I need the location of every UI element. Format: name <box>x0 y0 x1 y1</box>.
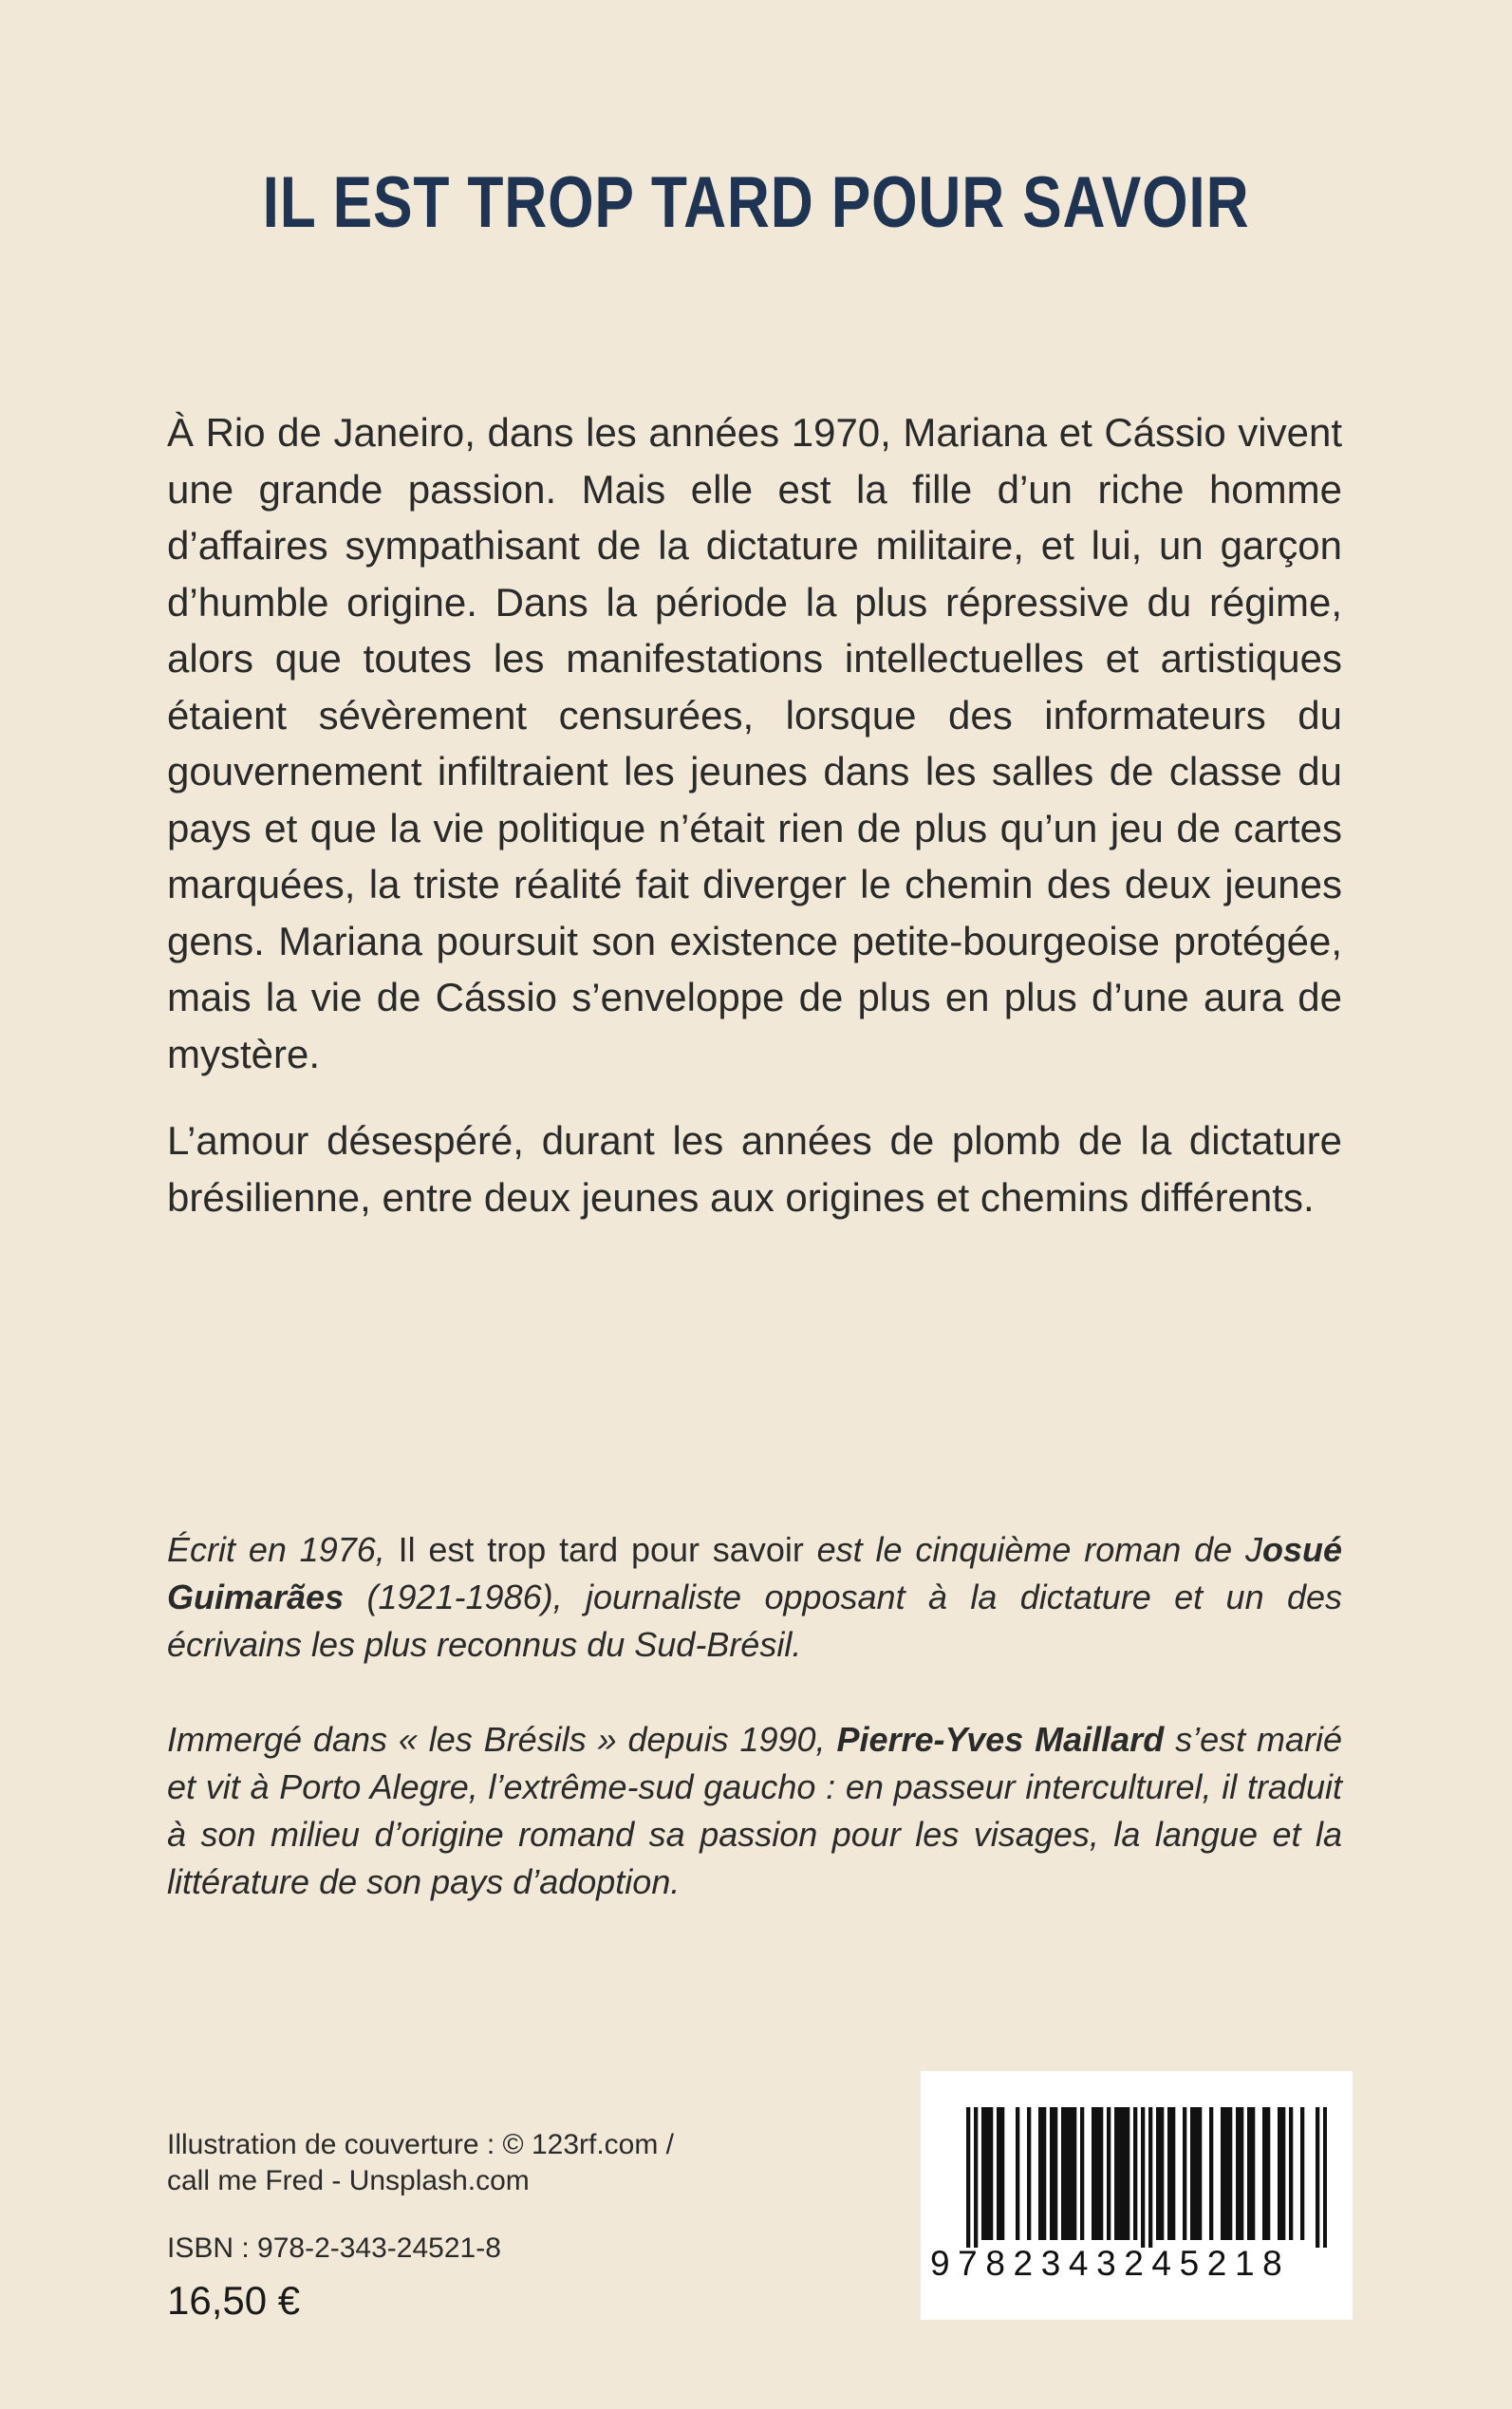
book-title: IL EST TROP TARD POUR SAVOIR <box>262 162 1250 243</box>
author-bio <box>167 1526 1342 1669</box>
barcode-bar <box>1080 2107 1084 2240</box>
barcode-bar <box>1099 2107 1103 2240</box>
barcode-bar <box>1016 2107 1019 2240</box>
isbn: ISBN : 978-2-343-24521-8 <box>167 2232 501 2264</box>
barcode-bar <box>1148 2107 1152 2248</box>
barcode-bar <box>1054 2107 1057 2240</box>
synopsis <box>167 404 1342 1256</box>
barcode-bar <box>1167 2107 1171 2240</box>
barcode-bar <box>1194 2107 1198 2240</box>
synopsis-paragraph: L’amour désespéré, durant les années de plomb de la dictature brésilienne, entre deux jeunes aux origines et chemins différents. <box>167 1118 1342 1220</box>
author-bio-text: est le cinquième roman de J <box>803 1530 1262 1569</box>
barcode-bar <box>1114 2107 1118 2240</box>
credits-line: call me Fred - Unsplash.com <box>167 2165 530 2196</box>
barcode-bar <box>1251 2107 1255 2240</box>
barcode-bar <box>1228 2107 1232 2240</box>
barcode-bar <box>1278 2107 1281 2240</box>
barcode-bar <box>1126 2107 1129 2240</box>
barcode-bar <box>1095 2107 1099 2240</box>
barcode-bar <box>1171 2107 1175 2240</box>
barcode-bar <box>1198 2107 1202 2240</box>
barcode-bar <box>1247 2107 1251 2240</box>
barcode-bar <box>1156 2107 1160 2240</box>
barcode-bar <box>1042 2107 1046 2240</box>
barcode-bar <box>1000 2107 1004 2240</box>
translator-name: Pierre-Yves Maillard <box>836 1720 1165 1759</box>
barcode-bar <box>1118 2107 1122 2240</box>
barcode-bar <box>1262 2107 1266 2240</box>
barcode-bar <box>1323 2107 1327 2248</box>
illustration-credits <box>167 2127 756 2199</box>
barcode-bar <box>1236 2107 1240 2240</box>
author-bio-text: (1921-1986), journaliste opposant à la dictature et un des écrivains les plus reconnus du Sud-Brésil. <box>167 1578 1342 1664</box>
barcode-bar <box>1069 2107 1073 2240</box>
barcode-bar <box>1190 2107 1194 2240</box>
barcode-bar <box>1209 2107 1213 2240</box>
barcode-bar <box>1160 2107 1164 2240</box>
barcode-bar <box>1221 2107 1224 2240</box>
barcode-bar <box>997 2107 1000 2240</box>
barcode-bar <box>1224 2107 1228 2240</box>
barcode-bar <box>1065 2107 1069 2240</box>
barcode-bar <box>1061 2107 1065 2240</box>
barcode-bar <box>989 2107 993 2240</box>
author-bio-book-title: Il est trop tard pour savoir <box>384 1530 804 1569</box>
translator-bio-text: Immergé dans « les Brésils » depuis 1990, <box>167 1720 837 1759</box>
barcode-bar <box>974 2107 978 2248</box>
barcode-bar <box>1266 2107 1270 2240</box>
barcode-bar <box>1240 2107 1243 2240</box>
barcode-bar <box>1316 2107 1319 2248</box>
barcode-bar <box>1183 2107 1186 2240</box>
barcode-bar <box>1027 2107 1031 2240</box>
barcode-bar <box>1073 2107 1076 2240</box>
barcode-bar <box>985 2107 989 2240</box>
barcode <box>921 2071 1353 2320</box>
author-bio-text: Écrit en 1976, <box>167 1530 385 1569</box>
translator-bio <box>167 1716 1342 1906</box>
bio-section <box>167 1526 1342 1953</box>
barcode-bar <box>1038 2107 1042 2240</box>
credits-line: Illustration de couverture : © 123rf.com / <box>167 2129 675 2160</box>
barcode-bar <box>1122 2107 1126 2240</box>
barcode-bar <box>1050 2107 1054 2240</box>
translator-bio-text: s’est marié et vit à Porto Alegre, l’extrême-sud gaucho : en passeur interculturel, il traduit à son milieu d’origine romand sa passion pour les visages, la langue et la littérature de son pays d’adoption. <box>167 1720 1343 1901</box>
barcode-bar <box>981 2107 985 2240</box>
synopsis-paragraph: À Rio de Janeiro, dans les années 1970, Mariana et Cássio vivent une grande passion. Mais elle est la fille d’un riche homme d’affaires sympathisant de la dictature militaire, et lui, un garçon d’humble origine. Dans la période la plus répressive du régime, alors que toutes les manifestations intellectuelles et artistiques étaient sévèrement censurées, lorsque des informateurs du gouvernement infiltraient les jeunes dans les salles de classe du pays et que la vie politique n’était rien de plus qu’un jeu de cartes marquées, la triste réalité fait diverger le chemin des deux jeunes gens. Mariana poursuit son existence petite-bourgeoise protégée, mais la vie de Cássio s’enveloppe de plus en plus d’une aura de mystère. <box>167 410 1342 1076</box>
price: 16,50 € <box>167 2278 301 2323</box>
barcode-bar <box>1107 2107 1111 2240</box>
barcode-bar <box>1289 2107 1293 2240</box>
author-name: osué Guimarães <box>167 1530 1342 1616</box>
barcode-bar <box>1092 2107 1095 2240</box>
barcode-bar <box>1300 2107 1304 2240</box>
barcode-digits: 9782343245218 <box>930 2244 1291 2283</box>
barcode-bar <box>1133 2107 1137 2240</box>
barcode-bar <box>966 2107 970 2248</box>
barcode-bars <box>966 2107 1327 2248</box>
barcode-bar <box>1281 2107 1285 2240</box>
barcode-bar <box>1141 2107 1145 2248</box>
